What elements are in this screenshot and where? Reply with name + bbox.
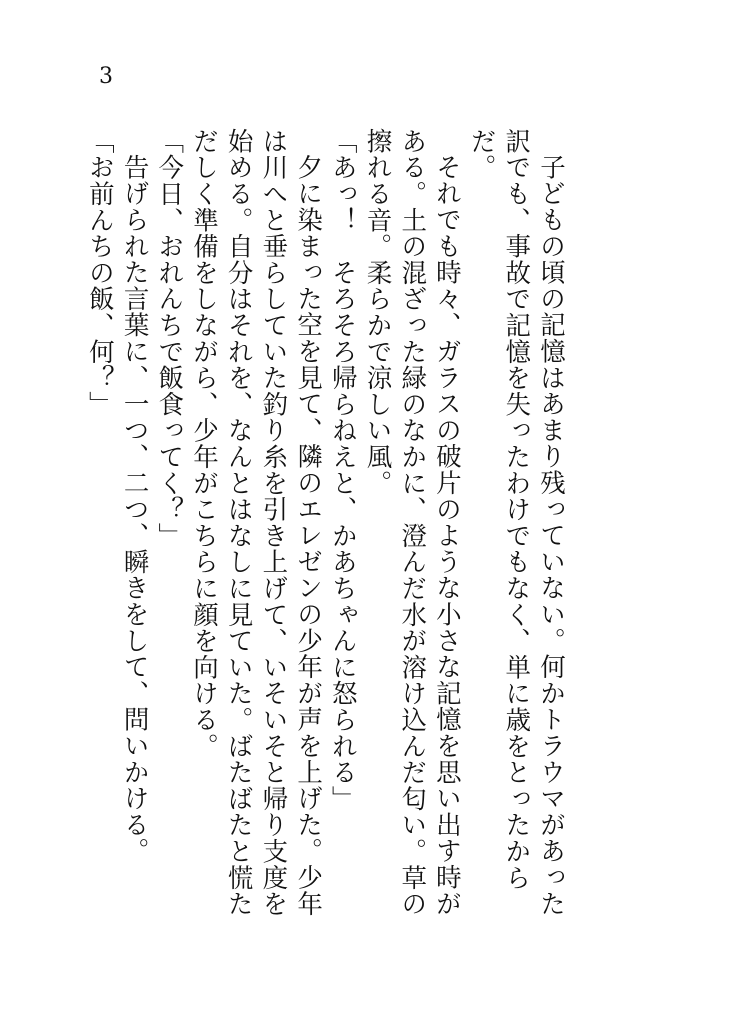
page-number: 3: [99, 64, 113, 89]
dialogue-1: 「あっ！ そろそろ帰らねえと、かあちゃんに怒られる」: [327, 128, 358, 812]
paragraph-1: 子どもの頃の記憶はあまり残っていない。何かトラウマがあった訳でも、事故で記憶を失ったわけでもなく、単に歳をとったからだ。: [466, 128, 566, 917]
paragraph-3: 夕に染まった空を見て、隣のエレゼンの少年が声を上げた。少年は川へと垂らしていた釣り糸を引き上げて、いそいそと帰り支度を始める。自分はそれを、なんとはなしに見ていた。ばたばたと慌ただしく準備をしながら、少年がこちらに顔を向ける。: [188, 128, 324, 917]
dialogue-2: 「今日、おれんちで飯食ってく？」: [154, 128, 185, 549]
paragraph-4: 告げられた言葉に、一つ、二つ、瞬きをして、問いかける。: [119, 153, 150, 864]
dialogue-3: 「お前んちの飯、何？」: [84, 128, 115, 418]
body-text: [82, 128, 568, 938]
paragraph-2: それでも時々、ガラスの破片のような小さな記憶を思い出す時がある。土の混ざった緑のなかに、澄んだ水が溶け込んだ匂い。草の擦れる音。柔らかで涼しい風。: [362, 128, 462, 917]
